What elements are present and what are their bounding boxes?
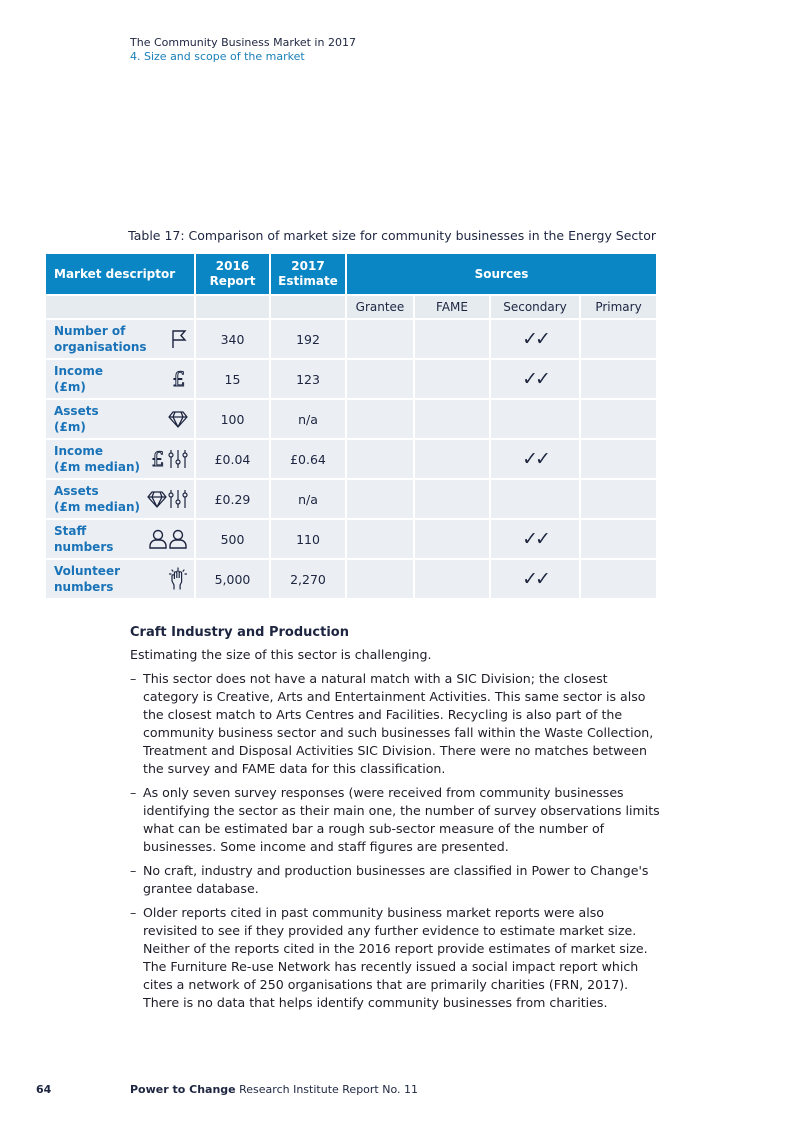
section-heading: Craft Industry and Production xyxy=(130,625,349,640)
table-row: Number of organisations 340 192 ✓✓ xyxy=(45,319,657,359)
table-header-row xyxy=(45,253,657,295)
svg-text:£: £ xyxy=(151,448,165,470)
subheader-secondary: Secondary xyxy=(490,295,580,319)
diamond-icon xyxy=(168,410,188,428)
table-row: Income (£m) £ 15 123 ✓✓ xyxy=(45,359,657,399)
table-row: Assets (£m) 100 n/a xyxy=(45,399,657,439)
row-descriptor: Number of organisations xyxy=(45,319,195,359)
document-title: The Community Business Market in 2017 xyxy=(130,36,356,49)
double-check-icon: ✓✓ xyxy=(490,519,580,559)
row-descriptor: Volunteer numbers xyxy=(45,559,195,599)
footer-report: Research Institute Report No. 11 xyxy=(239,1083,418,1096)
row-descriptor: Staff numbers xyxy=(45,519,195,559)
header-2016-report: 2016 Report xyxy=(195,253,270,295)
subheader-fame: FAME xyxy=(414,295,490,319)
table-subheader-row xyxy=(45,295,657,319)
page-number: 64 xyxy=(36,1083,52,1096)
list-item: – This sector does not have a natural match with a SIC Division; the closest category is Creative, Arts and Entertainment Activities. This same sector is also the closest match to Arts Centres and Facilities. Recycling is also part of the community business sector and such businesses fall within the Waste Collection, Treatment and Disposal Activities SIC Division. There were no matches between the survey and FAME data for this classification. xyxy=(130,670,660,778)
subheader-grantee: Grantee xyxy=(346,295,414,319)
double-check-icon: ✓✓ xyxy=(490,319,580,359)
table-row: Income (£m median) £ £0.04 £0.64 ✓✓ xyxy=(45,439,657,479)
footer-brand: Power to Change xyxy=(130,1083,236,1096)
table-row: Assets (£m median) £0.29 n/a xyxy=(45,479,657,519)
people-icon xyxy=(148,529,188,549)
flag-icon xyxy=(170,329,188,349)
bullet-list xyxy=(130,670,660,1012)
section-intro: Estimating the size of this sector is challenging. xyxy=(130,647,432,662)
svg-text:£: £ xyxy=(172,368,186,390)
row-descriptor: Assets (£m) xyxy=(45,399,195,439)
market-size-table xyxy=(44,252,658,600)
header-sources: Sources xyxy=(346,253,657,295)
header-2017-estimate: 2017 Estimate xyxy=(270,253,346,295)
double-check-icon: ✓✓ xyxy=(490,359,580,399)
table-caption: Table 17: Comparison of market size for community businesses in the Energy Sector xyxy=(128,228,656,243)
raised-hand-icon xyxy=(168,567,188,591)
page-footer xyxy=(36,1083,418,1096)
list-item: – As only seven survey responses (were received from community businesses identifying the sector as their main one, the number of survey observations limits what can be estimated bar a rough sub-sector measure of the number of businesses. Some income and staff figures are presented. xyxy=(130,784,660,856)
table-row: Staff numbers 500 110 ✓✓ xyxy=(45,519,657,559)
pound-median-icon xyxy=(149,448,188,470)
header-market-descriptor: Market descriptor xyxy=(45,253,195,295)
craft-industry-section xyxy=(130,624,660,1018)
subheader-primary: Primary xyxy=(580,295,657,319)
list-item: – No craft, industry and production businesses are classified in Power to Change's grantee database. xyxy=(130,862,660,898)
double-check-icon: ✓✓ xyxy=(490,559,580,599)
section-title: 4. Size and scope of the market xyxy=(130,50,305,63)
row-descriptor: Income (£m median) £ xyxy=(45,439,195,479)
row-descriptor: Income (£m) £ xyxy=(45,359,195,399)
list-item: – Older reports cited in past community business market reports were also revisited to see if they provided any further evidence to estimate market size. Neither of the reports cited in the 2016 report provide estimates of market size. The Furniture Re-use Network has recently issued a social impact report which cites a network of 250 organisations that are primarily charities (FRN, 2017). There is no data that helps identify community businesses from charities. xyxy=(130,904,660,1012)
running-head xyxy=(130,36,356,64)
pound-icon xyxy=(170,368,188,390)
row-descriptor: Assets (£m median) xyxy=(45,479,195,519)
diamond-median-icon xyxy=(147,489,188,509)
table-row: Volunteer numbers 5,000 2,270 ✓✓ xyxy=(45,559,657,599)
double-check-icon: ✓✓ xyxy=(490,439,580,479)
